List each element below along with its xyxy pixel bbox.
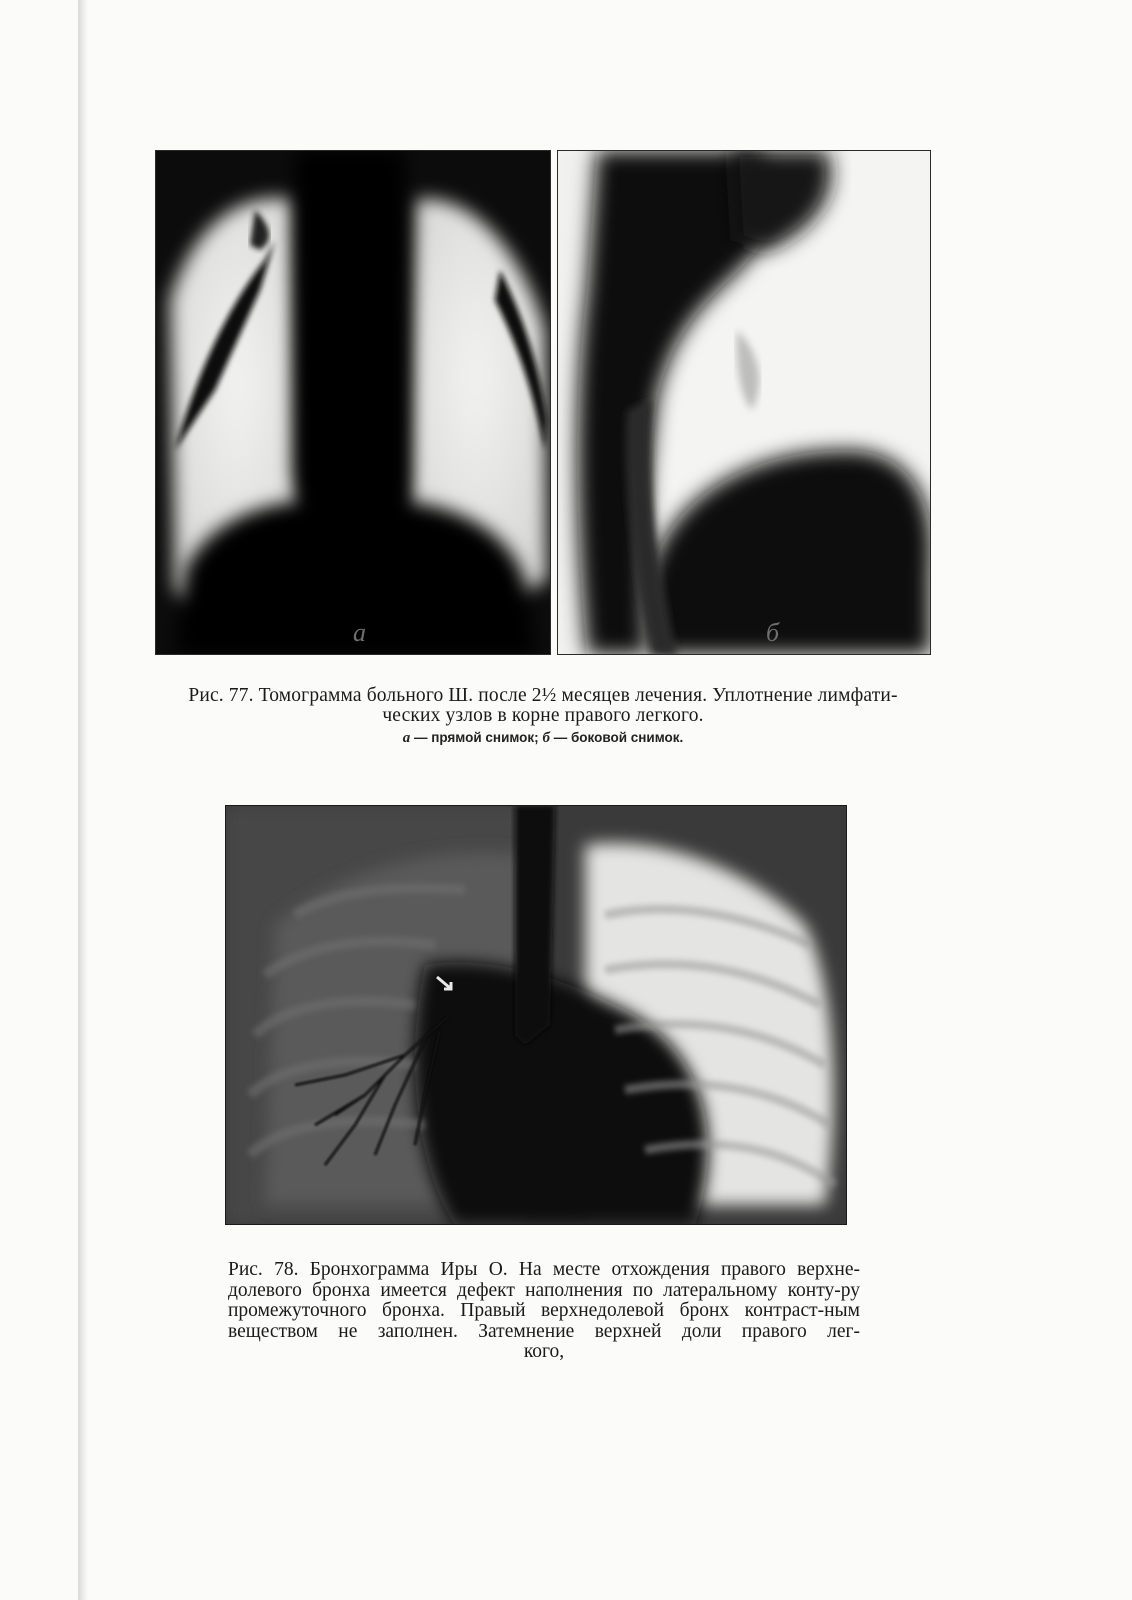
legend-letter-a: а — [402, 730, 411, 746]
tomogram-lateral-image — [557, 150, 931, 655]
figure-78-caption — [228, 1260, 860, 1363]
bronchogram-image — [225, 805, 847, 1225]
legend-text-b: — боковой снимок. — [549, 730, 684, 745]
panel-letter-b: б — [766, 618, 780, 647]
legend-letter-b: б — [542, 730, 550, 746]
page-binding-edge — [78, 0, 88, 1600]
panel-letter-a: а — [353, 618, 366, 647]
figure-78-caption-end: кого, — [523, 1341, 565, 1362]
tomogram-frontal-image — [155, 150, 551, 655]
figure-77-caption — [148, 686, 938, 726]
figure-77-caption-line1: Рис. 77. Томограмма больного Ш. после 2½ месяцев лечения. Уплотнение лимфати- — [188, 685, 898, 706]
figure-77-legend — [148, 730, 938, 747]
figure-77-caption-line2: ческих узлов в корне правого легкого. — [382, 705, 704, 726]
legend-text-a: — прямой снимок; — [410, 730, 543, 745]
figure-78-caption-body: Рис. 78. Бронхограмма Иры О. На месте отхождения правого верхне-долевого бронха имеется дефект наполнения по латеральному конту-ру промежуточного бронха. Правый верхнедолевой бронх контраст-ным веществом не заполнен. Затемнение верхней доли правого лег- — [228, 1259, 860, 1342]
